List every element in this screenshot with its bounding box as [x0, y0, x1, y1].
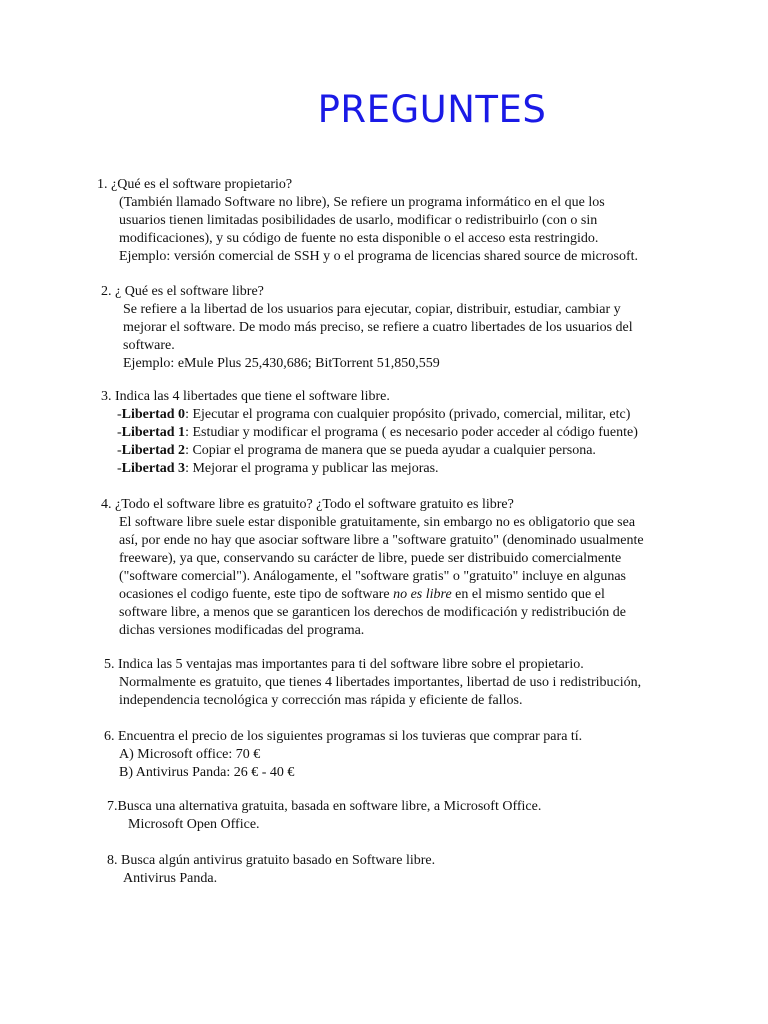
price-line: B) Antivirus Panda: 26 € - 40 € [119, 765, 295, 780]
price-line: A) Microsoft office: 70 € [119, 747, 261, 762]
question-8-heading: 8. Busca algún antivirus gratuito basado en Software libre. [107, 853, 436, 868]
answer-line: freeware), ya que, conservando su carácter de libre, puede ser distribuido comercialmente [119, 551, 622, 566]
answer-line: independencia tecnológica y corrección mas rápida y eficiente de fallos. [119, 693, 523, 708]
freedom-label: Libertad 3 [121, 461, 186, 476]
answer-line: Ejemplo: eMule Plus 25,430,686; BitTorrent 51,850,559 [123, 356, 440, 371]
answer-line: software. [123, 338, 175, 353]
freedom-item: -Libertad 0: Ejecutar el programa con cualquier propósito (privado, comercial, militar, etc) [117, 407, 631, 422]
answer-line: ("software comercial"). Análogamente, el "software gratis" o "gratuito" incluye en algunas [119, 569, 627, 584]
question-2-heading: 2. ¿ Qué es el software libre? [101, 284, 264, 299]
freedom-text: : Ejecutar el programa con cualquier propósito (privado, comercial, militar, etc) [185, 407, 631, 422]
answer-line: así, por ende no hay que asociar software libre a "software gratuito" (denominado usualmente [119, 533, 644, 548]
answer-line: Ejemplo: versión comercial de SSH y o el programa de licencias shared source de microsoft. [119, 249, 638, 264]
freedom-text: : Copiar el programa de manera que se pueda ayudar a cualquier persona. [185, 443, 596, 458]
answer-line: dichas versiones modificadas del programa. [119, 623, 365, 638]
freedom-item: -Libertad 1: Estudiar y modificar el programa ( es necesario poder acceder al código fuente) [117, 425, 638, 440]
question-2 [101, 283, 633, 373]
freedom-item: -Libertad 3: Mejorar el programa y publicar las mejoras. [117, 461, 439, 476]
question-7 [107, 798, 541, 834]
question-6 [104, 728, 582, 782]
question-5-heading: 5. Indica las 5 ventajas mas importantes para ti del software libre sobre el propietario. [104, 657, 584, 672]
question-3-heading: 3. Indica las 4 libertades que tiene el software libre. [101, 389, 390, 404]
answer-line: Antivirus Panda. [123, 871, 218, 886]
question-1 [97, 176, 638, 266]
answer-line: mejorar el software. De modo más preciso, se refiere a cuatro libertades de los usuarios del [123, 320, 633, 335]
answer-line: Microsoft Open Office. [128, 817, 260, 832]
freedom-text: : Mejorar el programa y publicar las mejoras. [185, 461, 439, 476]
question-3 [101, 388, 638, 478]
freedom-text: : Estudiar y modificar el programa ( es necesario poder acceder al código fuente) [185, 425, 638, 440]
page-title: PREGUNTES [317, 88, 547, 131]
answer-line: Normalmente es gratuito, que tienes 4 libertades importantes, libertad de uso i redistribución, [119, 675, 642, 690]
freedom-item: -Libertad 2: Copiar el programa de manera que se pueda ayudar a cualquier persona. [117, 443, 596, 458]
freedom-label: Libertad 2 [121, 443, 186, 458]
answer-line: modificaciones), y su código de fuente no esta disponible o el acceso esta restringido. [119, 231, 599, 246]
question-4 [101, 496, 644, 640]
question-8 [107, 852, 435, 888]
emphasis-text: no es libre [393, 587, 452, 602]
question-6-heading: 6. Encuentra el precio de los siguientes programas si los tuvieras que comprar para tí. [104, 729, 583, 744]
question-7-heading: 7.Busca una alternativa gratuita, basada en software libre, a Microsoft Office. [107, 799, 542, 814]
answer-text: ocasiones el codigo fuente, este tipo de software [119, 587, 394, 602]
answer-text: en el mismo sentido que el [451, 587, 605, 602]
answer-line: software libre, a menos que se garanticen los derechos de modificación y redistribución de [119, 605, 626, 620]
freedom-label: Libertad 0 [121, 407, 186, 422]
question-1-heading: 1. ¿Qué es el software propietario? [97, 177, 293, 192]
answer-line: usuarios tienen limitadas posibilidades de usarlo, modificar o redistribuirlo (con o sin [119, 213, 598, 228]
answer-line: Se refiere a la libertad de los usuarios para ejecutar, copiar, distribuir, estudiar, cambiar y [123, 302, 621, 317]
question-4-heading: 4. ¿Todo el software libre es gratuito? ¿Todo el software gratuito es libre? [101, 497, 514, 512]
answer-line [119, 586, 644, 604]
answer-line: El software libre suele estar disponible gratuitamente, sin embargo no es obligatorio que sea [119, 515, 636, 530]
freedom-label: Libertad 1 [121, 425, 186, 440]
answer-line: (También llamado Software no libre), Se refiere un programa informático en el que los [119, 195, 605, 210]
question-5 [104, 656, 641, 710]
